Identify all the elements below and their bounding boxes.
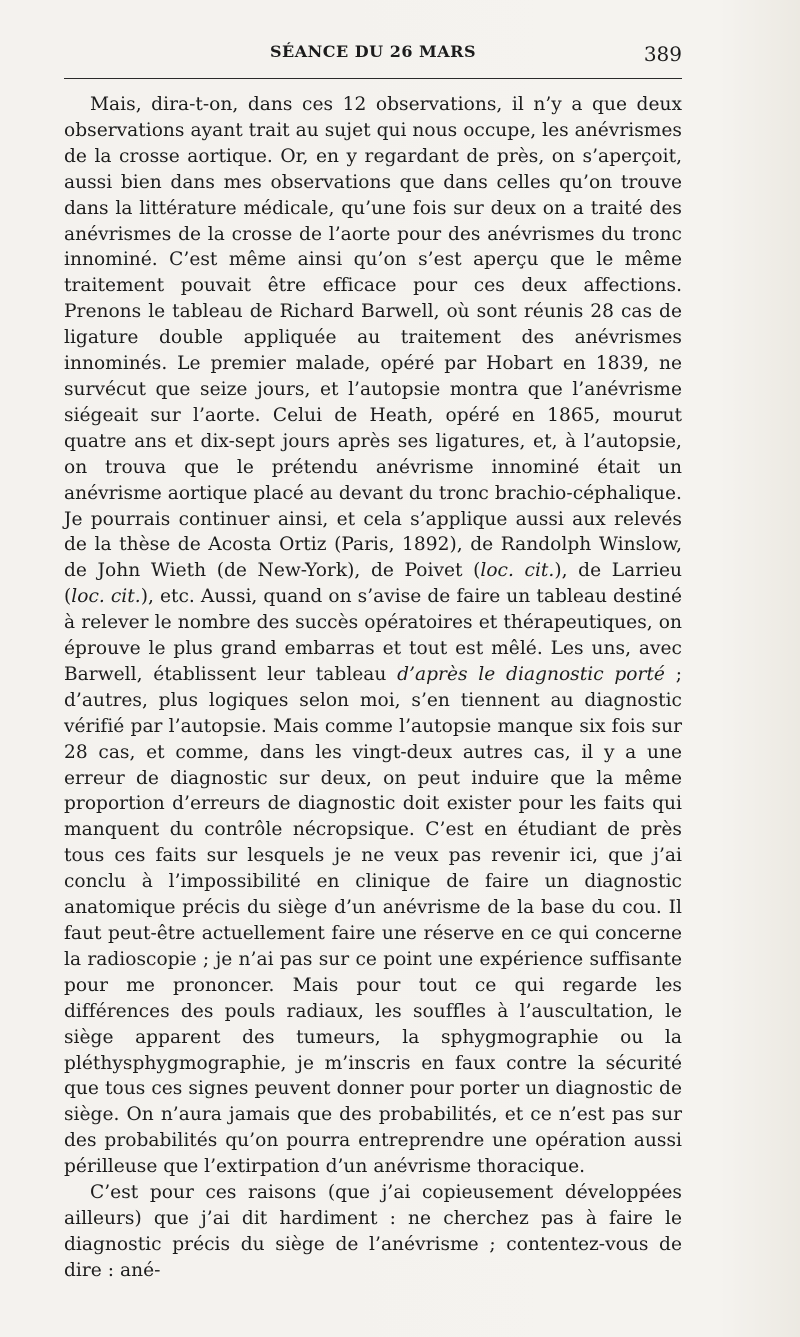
italic-citation: loc. cit. — [71, 586, 141, 608]
italic-phrase: d’après le diagnostic porté — [397, 663, 665, 685]
header-rule — [64, 78, 682, 79]
paragraph-text: ), etc. Aussi, quand on s’avise de faire un tableau destiné à relever le nombre des succès opératoires et thérapeutiques, on éprouve le plus grand embarras et tout est mêlé. Les uns, avec Barwell, établissent leur tableau — [64, 586, 682, 685]
page-header — [64, 42, 682, 70]
paragraph-text: ; d’autres, plus logiques selon moi, s’en tiennent au diagnostic vérifié par l’autopsie. Mais comme l’autopsie manque six fois sur 28 cas, et comme, dans les vingt-deux autres cas, il y a une erreur de diagnostic sur deux, on peut induire que la même proportion d’erreurs de diagnostic doit exister pour les faits qui manquent du contrôle nécropsique. C’est en étudiant de près tous ces faits sur lesquels je ne veux pas revenir ici, que j’ai conclu à l’impossibilité en clinique de faire un diagnostic anatomique précis du siège d’un anévrisme de la base du cou. Il faut peut-être actuellement faire une réserve en ce qui concerne la radioscopie ; je n’ai pas sur ce point une expérience suffisante pour me prononcer. Mais pour tout ce qui regarde les différences des pouls radiaux, les souffles à l’auscultation, le siège apparent des tumeurs, la sphygmographie ou la pléthysphygmographie, je m’inscris en faux contre la sécurité que tous ces signes peuvent donner pour porter un diagnostic de siège. On n’aura jamais que des probabilités, et ce n’est pas sur des probabilités qu’on pourra entreprendre une opération aussi périlleuse que l’extirpation d’un anévrisme thoracique. — [64, 663, 682, 1178]
italic-citation: loc. cit. — [480, 560, 555, 582]
paragraph-text: Mais, dira-t-on, dans ces 12 observations, il n’y a que deux observations ayant trait au sujet qui nous occupe, les anévrismes de la crosse aortique. Or, en y regardant de près, on s’aperçoit, aussi bien dans mes observations que dans celles qu’on trouve dans la littérature médicale, qu’une fois sur deux on a traité des anévrismes de la crosse de l’aorte pour des anévrismes du tronc innominé. C’est même ainsi qu’on s’est aperçu que le même traitement pouvait être efficace pour ces deux affections. Prenons le tableau de Richard Barwell, où sont réunis 28 cas de ligature double appliquée au traitement des anévrismes innominés. Le premier malade, opéré par Hobart en 1839, ne survécut que seize jours, et l’autopsie montra que l’anévrisme siégeait sur l’aorte. Celui de Heath, opéré en 1865, mourut quatre ans et dix-sept jours après ses ligatures, et, à l’autopsie, on trouva que le prétendu anévrisme innominé était un anévrisme aortique placé au devant du tronc brachio-céphalique. Je pourrais continuer ainsi, et cela s’applique aussi aux relevés de la thèse de Acosta Ortiz (Paris, 1892), de Randolph Winslow, de John Wieth (de New-York), de Poivet ( — [64, 94, 682, 582]
paragraph-1 — [64, 92, 682, 1180]
running-title: SÉANCE DU 26 MARS — [270, 42, 476, 61]
page-number: 389 — [643, 42, 682, 66]
paragraph-text: ), de Larrieu ( — [64, 560, 682, 608]
body-text — [64, 92, 682, 1284]
paragraph-text: C’est pour ces raisons (que j’ai copieusement développées ailleurs) que j’ai dit hardiment : ne cherchez pas à faire le diagnostic précis du siège de l’anévrisme ; contentez-vous de dire : ané- — [64, 1182, 682, 1281]
paragraph-2 — [64, 1180, 682, 1284]
